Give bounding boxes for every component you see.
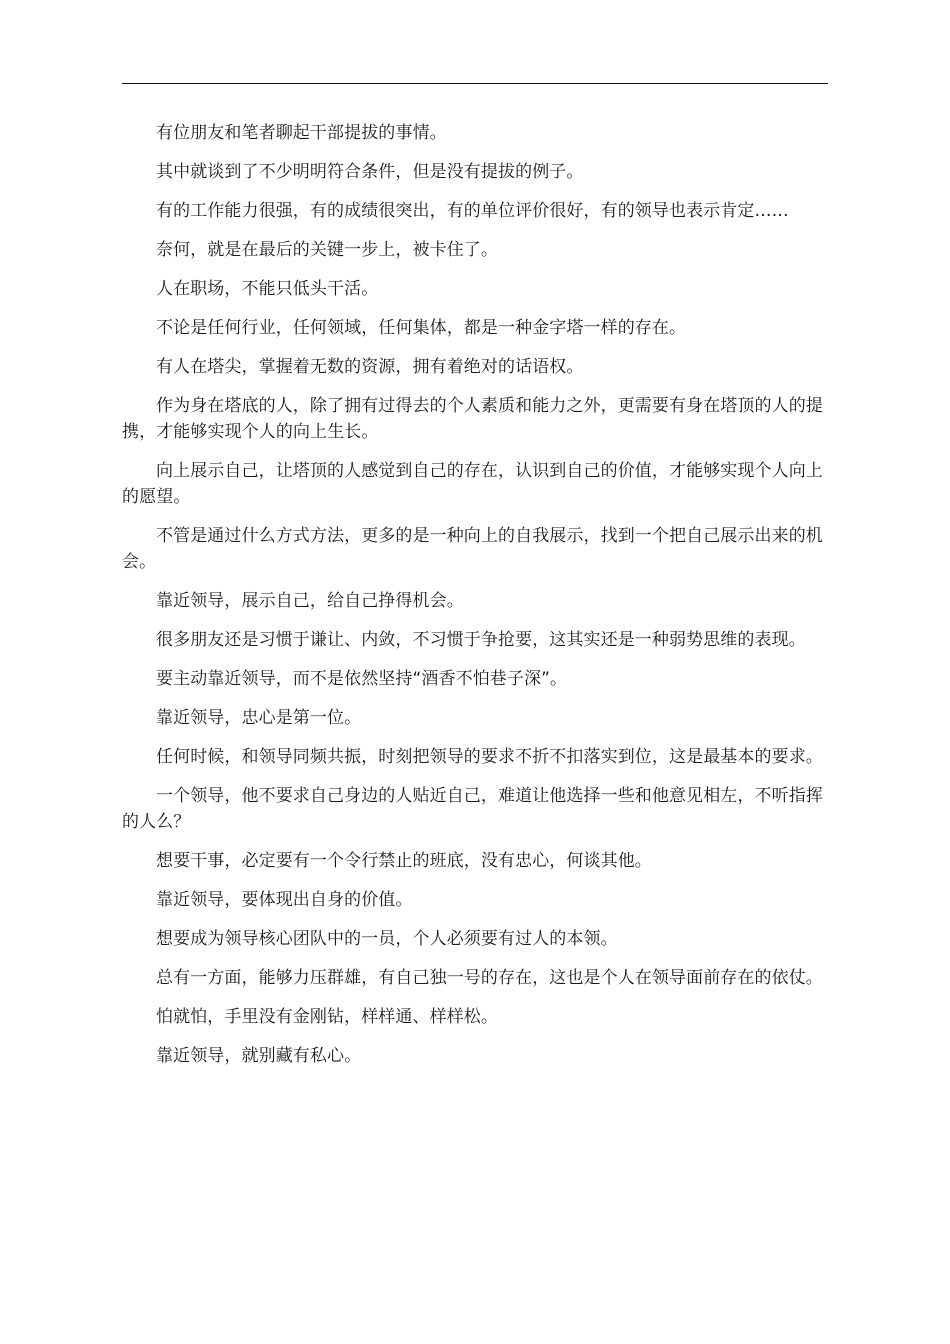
paragraph: 向上展示自己，让塔顶的人感觉到自己的存在，认识到自己的价值，才能够实现个人向上的愿望。 <box>122 461 823 507</box>
paragraph: 想要成为领导核心团队中的一员，个人必须要有过人的本领。 <box>156 929 618 949</box>
header-rule <box>122 83 828 84</box>
paragraph: 人在职场，不能只低头干活。 <box>156 279 379 299</box>
paragraph: 靠近领导，就别藏有私心。 <box>156 1046 362 1066</box>
paragraph: 一个领导，他不要求自己身边的人贴近自己，难道让他选择一些和他意见相左，不听指挥的人么？ <box>122 786 823 832</box>
paragraph: 靠近领导，展示自己，给自己挣得机会。 <box>156 591 464 611</box>
paragraph: 不管是通过什么方式方法，更多的是一种向上的自我展示，找到一个把自己展示出来的机会。 <box>122 526 823 572</box>
paragraph: 很多朋友还是习惯于谦让、内敛，不习惯于争抢要，这其实还是一种弱势思维的表现。 <box>156 630 806 650</box>
paragraph: 任何时候，和领导同频共振，时刻把领导的要求不折不扣落实到位，这是最基本的要求。 <box>156 747 823 767</box>
paragraph: 有位朋友和笔者聊起干部提拔的事情。 <box>156 123 447 143</box>
paragraph: 靠近领导，忠心是第一位。 <box>156 708 362 728</box>
paragraph: 要主动靠近领导，而不是依然坚持“酒香不怕巷子深”。 <box>156 669 568 689</box>
paragraph: 想要干事，必定要有一个令行禁止的班底，没有忠心，何谈其他。 <box>156 851 652 871</box>
paragraph: 有人在塔尖，掌握着无数的资源，拥有着绝对的话语权。 <box>156 357 584 377</box>
paragraph: 奈何，就是在最后的关键一步上，被卡住了。 <box>156 240 498 260</box>
paragraph: 靠近领导，要体现出自身的价值。 <box>156 890 413 910</box>
paragraph: 不论是任何行业，任何领域，任何集体，都是一种金字塔一样的存在。 <box>156 318 687 338</box>
article-body <box>122 120 828 1082</box>
paragraph: 有的工作能力很强，有的成绩很突出，有的单位评价很好，有的领导也表示肯定…… <box>156 201 789 221</box>
paragraph: 总有一方面，能够力压群雄，有自己独一号的存在，这也是个人在领导面前存在的依仗。 <box>156 968 823 988</box>
paragraph: 其中就谈到了不少明明符合条件，但是没有提拔的例子。 <box>156 162 584 182</box>
paragraph: 怕就怕，手里没有金刚钻，样样通、样样松。 <box>156 1007 498 1027</box>
paragraph: 作为身在塔底的人，除了拥有过得去的个人素质和能力之外，更需要有身在塔顶的人的提携，才能够实现个人的向上生长。 <box>122 396 823 442</box>
